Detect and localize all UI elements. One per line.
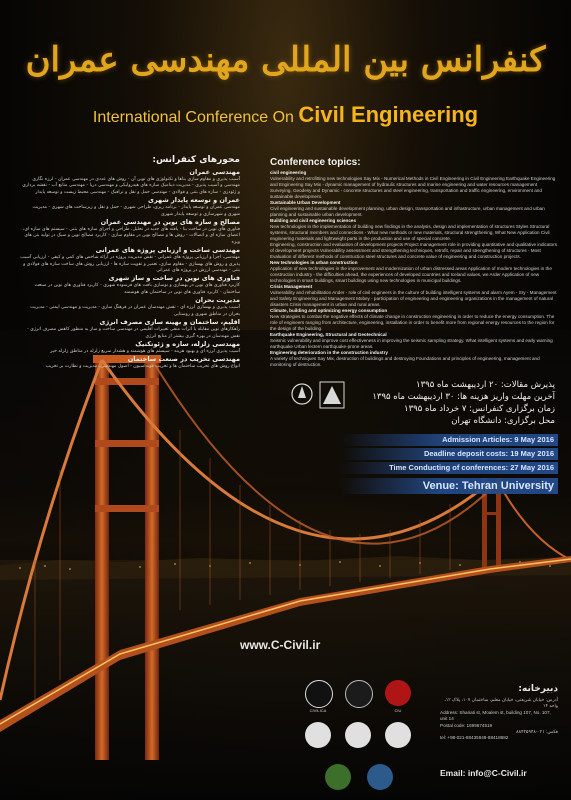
civilica-logo-label: CIVILICA <box>309 708 327 713</box>
topic-en <box>270 218 560 242</box>
partner-logo-icon <box>367 764 393 790</box>
topic-fa <box>20 274 240 296</box>
topic-fa-heading: مصالح و سازه های نوین در مهندسی عمران <box>100 218 240 227</box>
ciu-logo-label: CIU <box>394 708 402 713</box>
title-english-prefix: International Conference On <box>92 109 294 126</box>
title-english <box>0 102 571 128</box>
date-fa-line: آخرین مهلت واریز هزینه ها: ۳۰ اردیبهشت ماه ۱۳۹۵ <box>372 392 555 402</box>
topic-en-text: A variety of techniques Say Mix, destruction of buildings and destroying Foundations and principles of engineering, management and monitoring of destruction. <box>270 356 540 367</box>
topic-fa <box>20 296 240 318</box>
topics-fa-heading: محورهای کنفرانس: <box>152 155 240 165</box>
topic-en <box>270 332 560 350</box>
topic-fa-heading: مهندسی زلزله، سازه و ژئوتکنیک <box>135 339 240 348</box>
website-link[interactable]: www.C-Civil.ir <box>240 638 321 652</box>
topic-fa-heading: مهندسی تخریب در صنعت ساختمان <box>127 355 240 364</box>
topic-en-text: Civil engineering and sustainable development planning, urban design, transportation and infrastructure, urban management and urban planning and sustainable urban development. <box>270 206 545 217</box>
postal-code: Postal code: 1699674519 <box>440 722 493 728</box>
topic-en-text: Application of new technologies in the improvement and modernization of urban distressed areas Application of modern technologies in the construction industry - the difficulties ahead, the experiences of developed countries and Iceland values, we Arder Application of new technologies in smart buildings, smart buildings using new technologies in municipal buildings. <box>270 266 552 283</box>
topic-fa <box>20 218 240 246</box>
topic-fa-heading: مهندسی ساخت و ارزیابی پروژه های عمرانی <box>95 246 240 255</box>
topic-fa-text: آسیب پذیری و مقاوم سازی بناها و تکنولوژی های نوین آن - روش های عددی در مهندسی عمران - لرزه نگاری مهندسی و آسیب پذیری - مدیریت دینامیک سازه های هیدرولیکی و مهندسی دریا - مهندسی منابع آب - نقشه برداری و ژئودزی - سازه های بتنی و فولادی - مهندسی حمل و نقل و ترافیک - مهندسی محیط زیست و توسعه پایدار <box>22 177 240 195</box>
partner-logo-icon <box>345 722 371 748</box>
topic-fa <box>20 168 240 196</box>
date-en-conference: Time Conducting of conferences: 27 May 2016 <box>340 462 558 474</box>
topic-en <box>270 308 560 332</box>
topic-fa-text: انواع روش های تخریب ساختمان ها و تخریب فونداسیون - اصول مهندسی، مدیریت و نظارت بر تخریب <box>45 364 240 370</box>
venue: Venue: Tehran University <box>340 478 558 494</box>
partner-logo-icon <box>385 722 411 748</box>
date-en-deadline: Deadline deposit costs: 19 May 2016 <box>340 448 558 460</box>
topic-fa-text: مهندسی، اجرا و ارزیابی پروژه های عمرانی - نقش مدیریت پروژه در ارائه شاخص های کمی و کیفی - ارزیابی آسیب پذیری و روش های بهسازی - مقاوم سازی، تعمیر و تقویت سازه ها - ارزیابی روش های ساخت سازه های فولادی و بتنی - مهندسی ارزش در پروژه های عمرانی <box>20 255 240 274</box>
topic-fa-text: راهکارهای نوین مقابله با اثرات منفی تغییرات اقلیمی در مهندسی ساخت و ساز به منظور کاهش مصرف انرژی - نقش مهندسان در بهره گیری بیشتر از منابع انرژی <box>27 327 240 339</box>
topic-fa <box>20 318 240 340</box>
topics-en-heading: Conference topics: <box>270 157 361 168</box>
topic-en-heading: Earthquake Engineering, Structural and Geotechnical <box>270 332 387 337</box>
topic-en-text: Seismic vulnerability and improve cost effectiveness in improving the seismic sampling strategy. What intelligent systems and early warning earthquake Urban lectern earthquake-prone areas. <box>270 338 553 349</box>
address-en: Address: Shariati st, Moalem st, building 107, No. 107, unit 14 <box>440 709 551 722</box>
topic-en <box>270 260 560 284</box>
topic-en-heading: Building and civil engineering sciences <box>270 218 357 223</box>
civilica-logo-icon <box>305 680 333 708</box>
secretariat-address <box>440 697 558 742</box>
topic-en-heading: Climate, building and optimizing energy consumption <box>270 308 388 313</box>
topic-fa-text: آسیب پذیری و بهسازی لرزه ای - نقش مهندسان عمران در فرهنگ سازی - مدیریت و مهندسی ایمنی - مدیریت بحران در مناطق شهری و روستایی <box>30 305 240 317</box>
topic-fa-text: فناوری های نوین در ساخت بنا - یافته های جدید در تحلیل، طراحی و اجرای سازه های بتنی - سیستم های سازه ای، اعضای سازه ای و اتصالات - روش ها و مصالح نوین در مقاوم سازی - کاربرد مصالح نوین و سبک در تولید بتن های ویژه <box>22 227 240 245</box>
topics-en-list <box>270 170 560 368</box>
fax-fa: فکس: ۰۲۱-۸۸۴۳۵۹۴۸ <box>516 729 558 735</box>
topic-fa <box>20 196 240 218</box>
topic-fa-heading: عمران و توسعه پایدار شهری <box>148 196 240 205</box>
topic-fa-text: کاربرد فناوری های نوین در بهسازی و نوسازی بافت های فرسوده شهری - کاربرد فناوری های نوین در صنعت ساختمان - کاربرد فناوری های نوین در ساختمان های هوشمند <box>34 283 240 295</box>
topic-fa <box>20 246 240 274</box>
dates-en <box>340 434 558 494</box>
topic-fa-text: مهندسی عمران و توسعه پایدار - برنامه ریزی، طراحی شهری - حمل و نقل و زیرساخت های شهری - مدیریت شهری و شهرسازی و توسعه پایدار شهری <box>32 205 240 217</box>
title-english-main: Civil Engineering <box>298 102 479 127</box>
topic-en <box>270 200 560 218</box>
topic-fa-heading: فناوری های نوین در ساخت و ساز شهری <box>108 274 240 283</box>
topic-en-heading: Engineering deterioration in the construction industry <box>270 350 388 355</box>
topic-fa-text: آسیب پذیری لرزه ای و بهبود هزینه - سیستم های هوشمند و هشدار سریع زلزله در مناطق زلزله خیز <box>50 348 240 354</box>
topic-en <box>270 350 560 368</box>
topic-en-heading: New technologies in urban construction <box>270 260 358 265</box>
topic-en-heading: Sustainable Urban Development <box>270 200 341 205</box>
topic-en-text: Engineering, construction and evaluation of development projects Project management role in providing quantitative and qualitative indicators of development projects Vulnerability assessment and strengthening techniques, retrofit, repair and strengthening of structures - Most Evaluation of different methods of construction steel structures and concrete value of engineering and construction projects. <box>270 242 558 259</box>
topic-fa <box>20 355 240 370</box>
partner-logo-icon <box>325 764 351 790</box>
topic-en-text: Vulnerability and rehabilitation Ander - role of civil engineers in the culture of building intelligent systems and alarm Ayem - Sry - Management and Safety Engineering and Management Mobey - participation of engineering and engineering organizations in the management of natural disasters Crisis management in urban and rural areas. <box>270 290 557 307</box>
topic-en-heading: civil engineering <box>270 170 307 175</box>
date-fa-line: زمان برگزاری کنفرانس: ۷ خرداد ماه ۱۳۹۵ <box>404 404 555 414</box>
topic-en <box>270 170 560 200</box>
email-link[interactable]: Email: info@C-Civil.ir <box>440 768 527 778</box>
secretariat-heading: دبیرخانه: <box>518 684 558 694</box>
title-persian: کنفرانس بین المللی مهندسی عمران <box>25 40 546 80</box>
topic-en-text: New strategies to combat the negative effects of climate change in construction engineering in order to reduce the energy consumption. The role of engineers ranging from architecture, engineering, installation in order to benefit more from regional energy resources to the region for the design of the building. <box>270 314 555 331</box>
date-en-admission: Admission Articles: 9 May 2016 <box>340 434 558 446</box>
topic-fa-heading: اقلیم، ساختمان و بهینه سازی مصرف انرژی <box>99 318 240 327</box>
topic-en-text: New technologies in the implementation of building new findings in the analysis, design and implementation of structures Styles Structural systems, structural members and connections - What new methods or new materials, structural strengthening, What New Application Civil engineering materials and lightweight parts in the production and use of special concrete. <box>270 224 550 241</box>
topic-fa-heading: مهندسی عمران <box>189 168 240 176</box>
topic-en-heading: Crisis Management <box>270 284 313 289</box>
topic-en <box>270 242 560 260</box>
topics-fa-list <box>20 168 240 371</box>
topic-en <box>270 284 560 308</box>
topic-fa-heading: مدیریت بحران <box>195 296 240 305</box>
telephone: tel: +98-021-88435948-88418882 <box>440 735 509 741</box>
address-fa: آدرس: خیابان شریعتی، خیابان معلم، ساختمان ۱۰۷، پلاک ۱۲، واحد ۱۴ <box>444 697 558 709</box>
partner-logo-icon <box>305 722 331 748</box>
date-fa-line: پذیرش مقالات: ۲۰ اردیبهشت ماه ۱۳۹۵ <box>416 380 555 390</box>
topic-fa <box>20 340 240 355</box>
date-fa-line: محل برگزاری: دانشگاه تهران <box>451 416 555 426</box>
topic-en-text: Vulnerability and retrofitting new technologies Say Mix - Numerical Methods in Civil Engineering in Civil Engineering Earthquake Engineering and Engineering Say Mix - dynamic management of hydraulic structures and marine engineering and water resources management Surveying, Geodesy and Dynamic - concrete structures and steel engineering, transportation and traffic engineering, environment and sustainable development. <box>270 176 556 199</box>
dates-fa <box>300 379 555 427</box>
